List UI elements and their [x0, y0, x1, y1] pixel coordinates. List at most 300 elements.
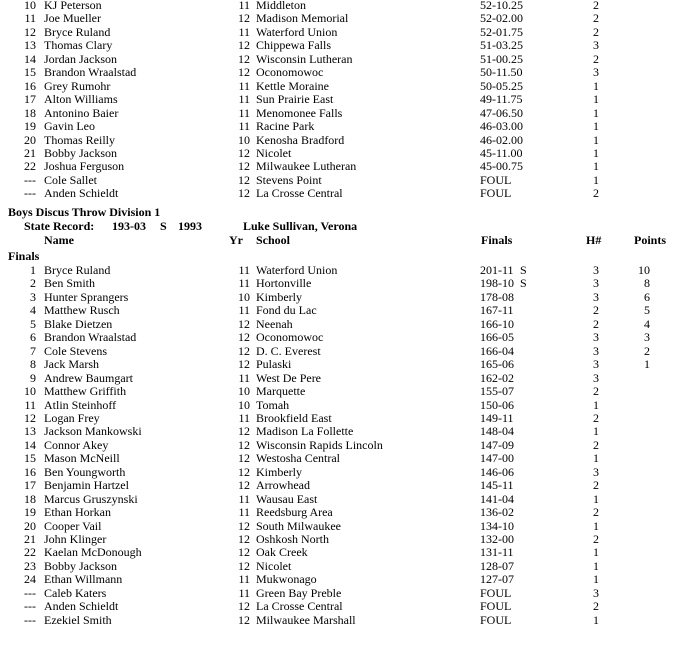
- result-row: [0, 277, 679, 290]
- result-school: Kenosha Bradford: [256, 132, 345, 147]
- result-heat: 2: [593, 24, 599, 39]
- result-finals: 166-05: [480, 330, 514, 345]
- result-name: Connor Akey: [44, 437, 109, 452]
- result-name: Bryce Ruland: [44, 24, 111, 39]
- result-finals: 201-11: [480, 263, 514, 277]
- result-heat: 2: [593, 532, 599, 546]
- state-record-row: [0, 220, 679, 233]
- column-header-yr: Yr: [229, 233, 243, 247]
- result-yr: 11: [238, 92, 250, 107]
- result-place: ---: [24, 172, 36, 187]
- result-yr: 11: [238, 303, 250, 318]
- result-heat: 1: [593, 451, 599, 466]
- result-heat: 1: [593, 78, 599, 93]
- result-school: Brookfield East: [256, 410, 332, 425]
- result-yr: 10: [238, 384, 250, 399]
- result-yr: 12: [238, 545, 250, 560]
- result-yr: 12: [238, 532, 250, 546]
- result-finals: 147-09: [480, 437, 514, 452]
- result-school: Kimberly: [256, 464, 302, 479]
- result-heat: 3: [593, 65, 599, 80]
- result-place: 23: [24, 558, 36, 573]
- result-heat: 2: [593, 316, 599, 331]
- result-row: [0, 479, 679, 492]
- result-row: [0, 399, 679, 412]
- result-place: 15: [24, 65, 36, 80]
- result-place: 16: [24, 464, 36, 479]
- result-place: 5: [30, 316, 36, 331]
- result-place: 15: [24, 451, 36, 466]
- result-finals: 147-00: [480, 451, 514, 466]
- result-school: Madison Memorial: [256, 11, 349, 26]
- result-row: [0, 80, 679, 93]
- result-name: Andrew Baumgart: [44, 370, 133, 385]
- result-yr: 12: [238, 424, 250, 439]
- result-points: 10: [638, 263, 650, 277]
- result-place: 7: [30, 343, 36, 358]
- result-place: 20: [24, 518, 36, 533]
- result-place: 1: [30, 263, 36, 277]
- result-school: Neenah: [256, 316, 293, 331]
- result-yr: 12: [238, 478, 250, 493]
- result-row: [0, 264, 679, 277]
- column-header-finals: Finals: [481, 233, 513, 247]
- result-school: Waterford Union: [256, 263, 338, 277]
- state-record-mark: 193-03: [112, 219, 146, 233]
- result-heat: 1: [593, 397, 599, 412]
- result-heat: 3: [593, 357, 599, 372]
- result-row: [0, 26, 679, 39]
- result-name: Marcus Gruszynski: [44, 491, 138, 506]
- result-finals: FOUL: [480, 585, 512, 600]
- result-points: 6: [644, 289, 650, 304]
- column-header-school: School: [256, 233, 291, 247]
- result-heat: 2: [593, 505, 599, 520]
- result-school: Kimberly: [256, 289, 302, 304]
- result-mark: S: [520, 276, 527, 291]
- result-place: 22: [24, 159, 36, 174]
- result-finals: 52-10.25: [480, 0, 523, 12]
- result-points: 4: [644, 316, 650, 331]
- result-school: Chippewa Falls: [256, 38, 331, 53]
- result-row: [0, 425, 679, 438]
- result-name: Ben Youngworth: [44, 464, 126, 479]
- result-place: 12: [24, 410, 36, 425]
- result-row: [0, 372, 679, 385]
- result-row: [0, 385, 679, 398]
- result-heat: 2: [593, 437, 599, 452]
- result-yr: 11: [238, 505, 250, 520]
- result-mark: S: [520, 263, 527, 277]
- result-school: Westosha Central: [256, 451, 341, 466]
- result-school: Oconomowoc: [256, 65, 324, 80]
- result-yr: 12: [238, 159, 250, 174]
- result-school: Menomonee Falls: [256, 105, 343, 120]
- result-school: Mukwonago: [256, 572, 317, 587]
- result-finals: 167-11: [480, 303, 514, 318]
- result-row: [0, 187, 679, 200]
- result-heat: 2: [593, 599, 599, 614]
- result-finals: 141-04: [480, 491, 514, 506]
- result-finals: 136-02: [480, 505, 514, 520]
- result-place: ---: [24, 585, 36, 600]
- result-name: Jack Marsh: [44, 357, 99, 372]
- result-place: 14: [24, 437, 36, 452]
- result-school: Stevens Point: [256, 172, 322, 187]
- result-school: Oconomowoc: [256, 330, 324, 345]
- result-place: 19: [24, 119, 36, 134]
- result-place: 10: [24, 0, 36, 12]
- result-name: Benjamin Hartzel: [44, 478, 129, 493]
- result-yr: 10: [238, 289, 250, 304]
- result-points: 8: [644, 276, 650, 291]
- result-place: 18: [24, 105, 36, 120]
- result-heat: 2: [593, 384, 599, 399]
- result-place: 21: [24, 532, 36, 546]
- result-row: [0, 331, 679, 344]
- result-place: 13: [24, 38, 36, 53]
- result-row: [0, 174, 679, 187]
- result-row: [0, 573, 679, 586]
- result-school: Madison La Follette: [256, 424, 354, 439]
- result-name: Matthew Griffith: [44, 384, 127, 399]
- result-heat: 1: [593, 424, 599, 439]
- result-name: Atlin Steinhoff: [44, 397, 117, 412]
- result-yr: 11: [238, 119, 250, 134]
- result-heat: 1: [593, 172, 599, 187]
- result-finals: 45-11.00: [480, 145, 523, 160]
- result-points: 3: [644, 330, 650, 345]
- result-yr: 12: [238, 316, 250, 331]
- result-yr: 12: [238, 357, 250, 372]
- result-heat: 1: [593, 132, 599, 147]
- result-yr: 12: [238, 38, 250, 53]
- result-place: ---: [24, 599, 36, 614]
- result-heat: 1: [593, 572, 599, 587]
- result-school: Oak Creek: [256, 545, 308, 560]
- result-finals: 131-11: [480, 545, 514, 560]
- result-yr: 11: [238, 78, 250, 93]
- result-row: [0, 452, 679, 465]
- result-school: La Crosse Central: [256, 186, 343, 201]
- result-name: Alton Williams: [44, 92, 118, 107]
- result-place: 4: [30, 303, 36, 318]
- result-yr: 11: [238, 585, 250, 600]
- result-school: Marquette: [256, 384, 306, 399]
- result-finals: 50-11.50: [480, 65, 523, 80]
- column-header-points: Points: [634, 233, 667, 247]
- result-row: [0, 358, 679, 371]
- result-school: Hortonville: [256, 276, 312, 291]
- state-record-flag: S: [160, 219, 167, 233]
- result-finals: 132-00: [480, 532, 514, 546]
- result-row: [0, 560, 679, 573]
- result-finals: FOUL: [480, 186, 512, 201]
- result-name: Hunter Sprangers: [44, 289, 129, 304]
- result-finals: 134-10: [480, 518, 514, 533]
- result-name: Ethan Willmann: [44, 572, 123, 587]
- result-yr: 11: [238, 105, 250, 120]
- result-row: [0, 493, 679, 506]
- result-place: 11: [24, 11, 36, 26]
- result-finals: 51-00.25: [480, 51, 523, 66]
- result-yr: 11: [238, 410, 250, 425]
- result-school: Waterford Union: [256, 24, 338, 39]
- result-yr: 12: [238, 65, 250, 80]
- result-school: Sun Prairie East: [256, 92, 334, 107]
- result-school: Milwaukee Marshall: [256, 612, 356, 627]
- result-yr: 12: [238, 558, 250, 573]
- result-name: Bobby Jackson: [44, 145, 117, 160]
- result-yr: 12: [238, 343, 250, 358]
- column-header-heat: H#: [586, 233, 602, 247]
- result-place: 16: [24, 78, 36, 93]
- result-row: [0, 439, 679, 452]
- result-name: Bobby Jackson: [44, 558, 117, 573]
- result-finals: 198-10: [480, 276, 514, 291]
- result-name: Ethan Horkan: [44, 505, 111, 520]
- result-finals: 178-08: [480, 289, 514, 304]
- result-heat: 1: [593, 491, 599, 506]
- result-name: John Klinger: [44, 532, 107, 546]
- result-row: [0, 291, 679, 304]
- result-name: Brandon Wraalstad: [44, 65, 137, 80]
- result-heat: 2: [593, 0, 599, 12]
- result-name: KJ Peterson: [44, 0, 102, 12]
- result-place: 11: [24, 397, 36, 412]
- result-yr: 10: [238, 397, 250, 412]
- result-heat: 1: [593, 159, 599, 174]
- result-yr: 12: [238, 11, 250, 26]
- result-name: Anden Schieldt: [44, 599, 119, 614]
- result-row: [0, 520, 679, 533]
- result-yr: 12: [238, 612, 250, 627]
- result-school: Milwaukee Lutheran: [256, 159, 357, 174]
- result-yr: 12: [238, 464, 250, 479]
- state-record-holder: Luke Sullivan, Verona: [243, 219, 358, 233]
- event-title: Boys Discus Throw Division 1: [8, 205, 161, 219]
- result-finals: 46-03.00: [480, 119, 523, 134]
- result-row: [0, 466, 679, 479]
- column-header-row: [0, 234, 679, 247]
- result-points: 2: [644, 343, 650, 358]
- result-heat: 3: [593, 276, 599, 291]
- result-finals: 47-06.50: [480, 105, 523, 120]
- result-name: Logan Frey: [44, 410, 100, 425]
- result-place: 19: [24, 505, 36, 520]
- result-name: Ben Smith: [44, 276, 96, 291]
- result-heat: 2: [593, 51, 599, 66]
- result-row: [0, 412, 679, 425]
- result-place: ---: [24, 612, 36, 627]
- result-finals: 146-06: [480, 464, 514, 479]
- result-row: [0, 12, 679, 25]
- result-name: Cooper Vail: [44, 518, 102, 533]
- result-heat: 3: [593, 263, 599, 277]
- result-school: Fond du Lac: [256, 303, 317, 318]
- result-row: [0, 134, 679, 147]
- result-school: Wausau East: [256, 491, 318, 506]
- result-heat: 3: [593, 370, 599, 385]
- result-place: 17: [24, 478, 36, 493]
- result-row: [0, 614, 679, 627]
- result-finals: 128-07: [480, 558, 514, 573]
- result-row: [0, 345, 679, 358]
- result-finals: 51-03.25: [480, 38, 523, 53]
- result-place: 20: [24, 132, 36, 147]
- result-name: Mason McNeill: [44, 451, 120, 466]
- result-finals: 127-07: [480, 572, 514, 587]
- result-row: [0, 120, 679, 133]
- result-name: Joe Mueller: [44, 11, 101, 26]
- result-name: Thomas Clary: [44, 38, 113, 53]
- result-heat: 3: [593, 343, 599, 358]
- result-place: 21: [24, 145, 36, 160]
- result-school: Wisconsin Lutheran: [256, 51, 353, 66]
- result-finals: 45-00.75: [480, 159, 523, 174]
- result-name: Blake Dietzen: [44, 316, 113, 331]
- result-row: [0, 93, 679, 106]
- result-heat: 1: [593, 145, 599, 160]
- result-name: Cole Sallet: [44, 172, 97, 187]
- result-place: 17: [24, 92, 36, 107]
- result-name: Gavin Leo: [44, 119, 95, 134]
- result-heat: 3: [593, 585, 599, 600]
- result-heat: 2: [593, 186, 599, 201]
- result-row: [0, 587, 679, 600]
- result-school: Nicolet: [256, 558, 292, 573]
- result-row: [0, 533, 679, 546]
- result-yr: 11: [238, 370, 250, 385]
- result-school: Middleton: [256, 0, 306, 12]
- result-finals: 145-11: [480, 478, 514, 493]
- result-heat: 3: [593, 289, 599, 304]
- result-school: Arrowhead: [256, 478, 310, 493]
- result-finals: 46-02.00: [480, 132, 523, 147]
- result-points: 1: [644, 357, 650, 372]
- result-name: Bryce Ruland: [44, 263, 111, 277]
- result-row: [0, 506, 679, 519]
- result-place: 14: [24, 51, 36, 66]
- result-school: Wisconsin Rapids Lincoln: [256, 437, 383, 452]
- result-row: [0, 107, 679, 120]
- result-name: Jordan Jackson: [44, 51, 117, 66]
- result-school: Green Bay Preble: [256, 585, 342, 600]
- result-row: [0, 600, 679, 613]
- result-heat: 3: [593, 330, 599, 345]
- result-school: West De Pere: [256, 370, 322, 385]
- result-school: Oshkosh North: [256, 532, 330, 546]
- result-heat: 2: [593, 478, 599, 493]
- result-school: La Crosse Central: [256, 599, 343, 614]
- result-row: [0, 318, 679, 331]
- result-school: Tomah: [256, 397, 290, 412]
- result-heat: 3: [593, 38, 599, 53]
- result-yr: 11: [238, 572, 250, 587]
- result-place: 13: [24, 424, 36, 439]
- result-finals: 149-11: [480, 410, 514, 425]
- result-finals: FOUL: [480, 599, 512, 614]
- result-heat: 2: [593, 303, 599, 318]
- result-name: Antonino Baier: [44, 105, 119, 120]
- result-finals: 50-05.25: [480, 78, 523, 93]
- result-place: 9: [30, 370, 36, 385]
- result-name: Cole Stevens: [44, 343, 107, 358]
- result-row: [0, 147, 679, 160]
- result-yr: 12: [238, 437, 250, 452]
- result-finals: 52-01.75: [480, 24, 523, 39]
- result-school: Racine Park: [256, 119, 315, 134]
- result-school: Reedsburg Area: [256, 505, 333, 520]
- result-place: 3: [30, 289, 36, 304]
- result-finals: 148-04: [480, 424, 514, 439]
- result-place: ---: [24, 186, 36, 201]
- result-row: [0, 66, 679, 79]
- result-yr: 12: [238, 330, 250, 345]
- result-yr: 10: [238, 132, 250, 147]
- finals-section-label: Finals: [8, 249, 40, 263]
- result-school: Pulaski: [256, 357, 292, 372]
- state-record-year: 1993: [178, 219, 202, 233]
- column-header-name: Name: [44, 233, 74, 247]
- result-yr: 11: [238, 0, 250, 12]
- result-yr: 12: [238, 172, 250, 187]
- result-finals: 165-06: [480, 357, 514, 372]
- result-yr: 11: [238, 24, 250, 39]
- result-finals: 166-04: [480, 343, 514, 358]
- result-school: Kettle Moraine: [256, 78, 329, 93]
- result-heat: 1: [593, 612, 599, 627]
- result-heat: 2: [593, 11, 599, 26]
- result-place: 12: [24, 24, 36, 39]
- result-yr: 12: [238, 145, 250, 160]
- result-row: [0, 53, 679, 66]
- result-finals: 155-07: [480, 384, 514, 399]
- result-place: 22: [24, 545, 36, 560]
- result-row: [0, 304, 679, 317]
- result-yr: 12: [238, 518, 250, 533]
- result-place: 8: [30, 357, 36, 372]
- state-record-label: State Record:: [24, 219, 95, 233]
- event-title-row: [0, 206, 679, 219]
- result-name: Anden Schieldt: [44, 186, 119, 201]
- result-heat: 1: [593, 545, 599, 560]
- result-heat: 2: [593, 410, 599, 425]
- result-name: Grey Rumohr: [44, 78, 111, 93]
- result-yr: 12: [238, 51, 250, 66]
- result-heat: 1: [593, 518, 599, 533]
- result-school: South Milwaukee: [256, 518, 341, 533]
- result-finals: 49-11.75: [480, 92, 523, 107]
- result-finals: FOUL: [480, 172, 512, 187]
- result-name: Joshua Ferguson: [44, 159, 125, 174]
- result-name: Ezekiel Smith: [44, 612, 112, 627]
- result-school: D. C. Everest: [256, 343, 321, 358]
- result-points: 5: [644, 303, 650, 318]
- result-heat: 1: [593, 558, 599, 573]
- result-yr: 11: [238, 263, 250, 277]
- result-heat: 1: [593, 119, 599, 134]
- result-place: 2: [30, 276, 36, 291]
- result-row: [0, 160, 679, 173]
- result-row: [0, 39, 679, 52]
- result-name: Caleb Katers: [44, 585, 107, 600]
- result-row: [0, 546, 679, 559]
- result-heat: 3: [593, 464, 599, 479]
- result-yr: 11: [238, 491, 250, 506]
- result-place: 24: [24, 572, 36, 587]
- result-yr: 12: [238, 186, 250, 201]
